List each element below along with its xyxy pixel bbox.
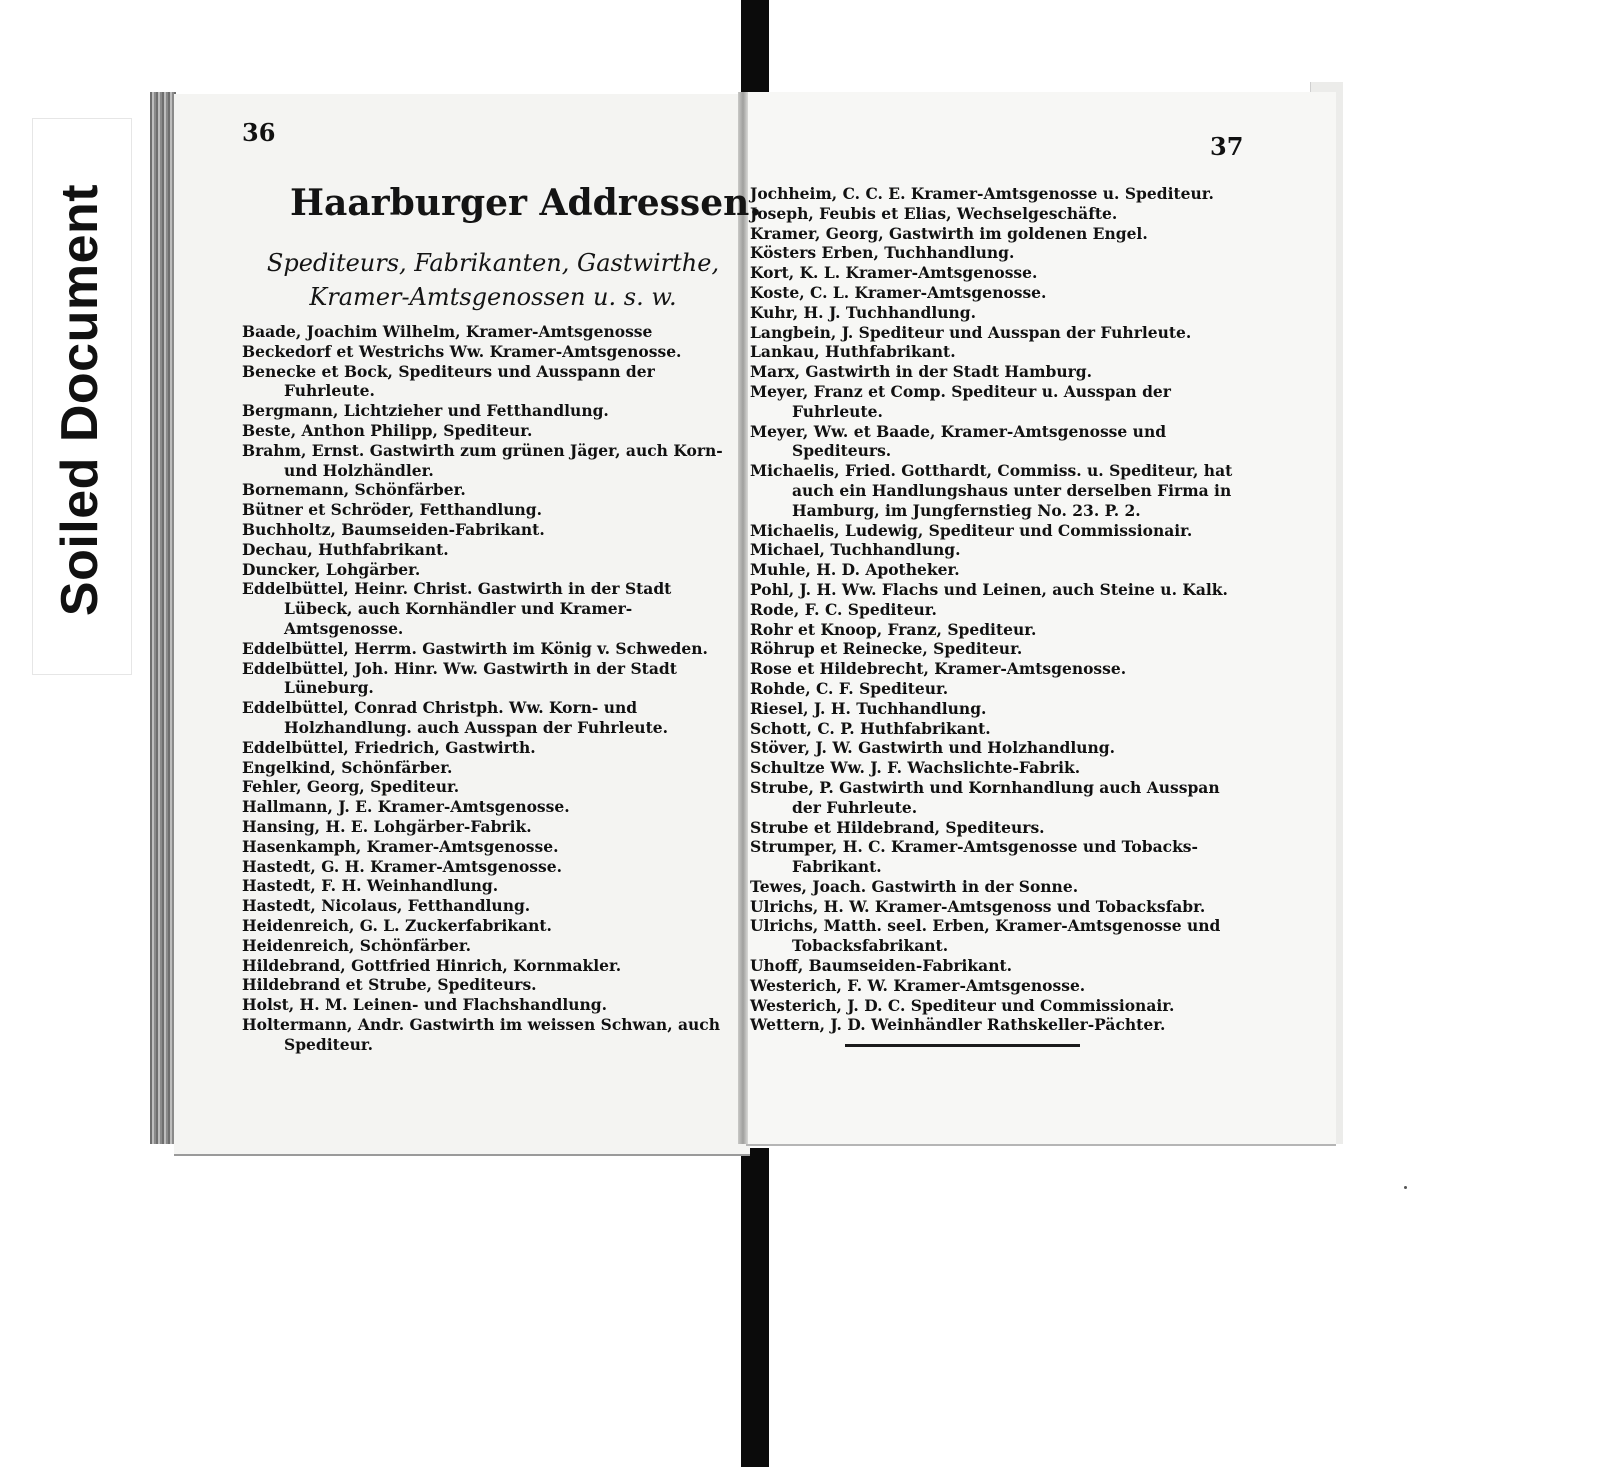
page-subheading: [258, 246, 728, 314]
right-address-list: [750, 184, 1250, 1035]
address-entry: Lankau, Huthfabrikant.: [750, 342, 956, 362]
address-entry: Eddelbüttel, Conrad Christph. Ww. Korn- und Holzhandlung. auch Ausspan der Fuhrleute.: [242, 698, 668, 737]
address-entry: Muhle, H. D. Apotheker.: [750, 560, 960, 580]
subheading-line: Kramer-Amtsgenossen u. s. w.: [309, 283, 677, 311]
address-entry: Hildebrand et Strube, Spediteurs.: [242, 975, 537, 995]
address-entry: Rohde, C. F. Spediteur.: [750, 678, 949, 698]
address-entry: Michaelis, Ludewig, Spediteur und Commissionair.: [750, 520, 1193, 540]
page-edges: [150, 92, 176, 1144]
address-entry: Eddelbüttel, Friedrich, Gastwirth.: [242, 737, 536, 757]
address-entry: Tewes, Joach. Gastwirth in der Sonne.: [750, 876, 1079, 896]
address-entry: Bornemann, Schönfärber.: [242, 480, 466, 500]
address-entry: Fehler, Georg, Spediteur.: [242, 777, 460, 797]
address-entry: Holst, H. M. Leinen- und Flachshandlung.: [242, 995, 608, 1015]
address-entry: Engelkind, Schönfärber.: [242, 757, 453, 777]
address-entry: Michaelis, Fried. Gotthardt, Commiss. u. Spediteur, hat auch ein Handlungshaus unter derselben Firma in Hamburg, im Jungfernstieg No. 23. P. 2.: [750, 461, 1233, 520]
address-entry: Stöver, J. W. Gastwirth und Holzhandlung.: [750, 738, 1116, 758]
address-entry: Dechau, Huthfabrikant.: [242, 539, 449, 559]
address-entry: Eddelbüttel, Heinr. Christ. Gastwirth in der Stadt Lübeck, auch Kornhändler und Kramer-Amtsgenosse.: [242, 579, 672, 638]
address-entry: Schott, C. P. Huthfabrikant.: [750, 718, 991, 738]
address-entry: Rohr et Knoop, Franz, Spediteur.: [750, 619, 1037, 639]
address-entry: Westerich, F. W. Kramer-Amtsgenosse.: [750, 975, 1086, 995]
address-entry: Hastedt, G. H. Kramer-Amtsgenosse.: [242, 856, 563, 876]
address-entry: Rode, F. C. Spediteur.: [750, 599, 937, 619]
address-entry: Heidenreich, Schönfärber.: [242, 935, 472, 955]
document-label: Soiled Document: [51, 183, 109, 617]
address-entry: Strumper, H. C. Kramer-Amtsgenosse und Tobacks-Fabrikant.: [750, 837, 1198, 877]
address-entry: Westerich, J. D. C. Spediteur und Commissionair.: [750, 995, 1175, 1015]
address-entry: Brahm, Ernst. Gastwirth zum grünen Jäger, auch Korn- und Holzhändler.: [242, 440, 723, 480]
address-entry: Pohl, J. H. Ww. Flachs und Leinen, auch Steine u. Kalk.: [750, 579, 1228, 599]
book-gutter: [738, 92, 748, 1144]
address-entry: Holtermann, Andr. Gastwirth im weissen Schwan, auch Spediteur.: [242, 1014, 721, 1054]
scanner-bar-bottom: [741, 1148, 769, 1467]
address-entry: Meyer, Ww. et Baade, Kramer-Amtsgenosse und Spediteurs.: [750, 421, 1167, 461]
address-entry: Beckedorf et Westrichs Ww. Kramer-Amtsgenosse.: [242, 341, 682, 361]
address-entry: Röhrup et Reinecke, Spediteur.: [750, 639, 1023, 659]
address-entry: Marx, Gastwirth in der Stadt Hamburg.: [750, 362, 1092, 382]
address-entry: Michael, Tuchhandlung.: [750, 540, 961, 560]
address-entry: Hastedt, Nicolaus, Fetthandlung.: [242, 896, 531, 916]
left-address-list: [242, 322, 732, 1054]
address-entry: Ulrichs, Matth. seel. Erben, Kramer-Amtsgenosse und Tobacksfabrikant.: [750, 916, 1221, 956]
page-number-right: 37: [1210, 132, 1244, 161]
address-entry: Kramer, Georg, Gastwirth im goldenen Engel.: [750, 223, 1148, 243]
address-entry: Beste, Anthon Philipp, Spediteur.: [242, 420, 533, 440]
address-entry: Hildebrand, Gottfried Hinrich, Kornmakler.: [242, 955, 622, 975]
address-entry: Langbein, J. Spediteur und Ausspan der Fuhrleute.: [750, 322, 1192, 342]
address-entry: Heidenreich, G. L. Zuckerfabrikant.: [242, 915, 552, 935]
address-entry: Baade, Joachim Wilhelm, Kramer-Amtsgenosse: [242, 322, 653, 341]
dust-speck: [1404, 1186, 1407, 1189]
address-entry: Buchholtz, Baumseiden-Fabrikant.: [242, 519, 545, 539]
address-entry: Hastedt, F. H. Weinhandlung.: [242, 876, 499, 896]
open-book: [150, 82, 1342, 1156]
address-entry: Duncker, Lohgärber.: [242, 559, 421, 579]
address-entry: Eddelbüttel, Herrm. Gastwirth im König v. Schweden.: [242, 638, 708, 658]
address-entry: Kort, K. L. Kramer-Amtsgenosse.: [750, 263, 1038, 283]
subheading-line: Spediteurs, Fabrikanten, Gastwirthe,: [266, 249, 720, 277]
address-entry: Bütner et Schröder, Fetthandlung.: [242, 500, 542, 520]
page-number-left: 36: [242, 118, 276, 147]
page-heading: Haarburger Addressen.: [290, 182, 762, 224]
address-entry: Hansing, H. E. Lohgärber-Fabrik.: [242, 816, 532, 836]
address-entry: Kösters Erben, Tuchhandlung.: [750, 243, 1015, 263]
address-entry: Wettern, J. D. Weinhändler Rathskeller-Pächter.: [750, 1015, 1166, 1035]
address-entry: Hasenkamph, Kramer-Amtsgenosse.: [242, 836, 559, 856]
address-entry: Strube, P. Gastwirth und Kornhandlung auch Ausspan der Fuhrleute.: [750, 777, 1220, 817]
address-entry: Ulrichs, H. W. Kramer-Amtsgenoss und Tobacksfabr.: [750, 896, 1206, 916]
address-entry: Rose et Hildebrecht, Kramer-Amtsgenosse.: [750, 659, 1127, 679]
address-entry: Meyer, Franz et Comp. Spediteur u. Ausspan der Fuhrleute.: [750, 381, 1171, 421]
address-entry: Riesel, J. H. Tuchhandlung.: [750, 698, 987, 718]
address-entry: Bergmann, Lichtzieher und Fetthandlung.: [242, 401, 609, 421]
address-entry: Jochheim, C. C. E. Kramer-Amtsgenosse u. Spediteur.: [750, 184, 1214, 203]
address-entry: Benecke et Bock, Spediteurs und Ausspann der Fuhrleute.: [242, 361, 655, 401]
address-entry: Uhoff, Baumseiden-Fabrikant.: [750, 956, 1013, 976]
address-entry: Kuhr, H. J. Tuchhandlung.: [750, 302, 977, 322]
address-entry: Strube et Hildebrand, Spediteurs.: [750, 817, 1045, 837]
address-entry: Eddelbüttel, Joh. Hinr. Ww. Gastwirth in der Stadt Lüneburg.: [242, 658, 677, 698]
address-entry: Hallmann, J. E. Kramer-Amtsgenosse.: [242, 797, 570, 817]
address-entry: Koste, C. L. Kramer-Amtsgenosse.: [750, 282, 1047, 302]
address-entry: Schultze Ww. J. F. Wachslichte-Fabrik.: [750, 758, 1081, 778]
closing-rule: [845, 1044, 1080, 1047]
address-entry: Joseph, Feubis et Elias, Wechselgeschäfte.: [750, 203, 1118, 223]
